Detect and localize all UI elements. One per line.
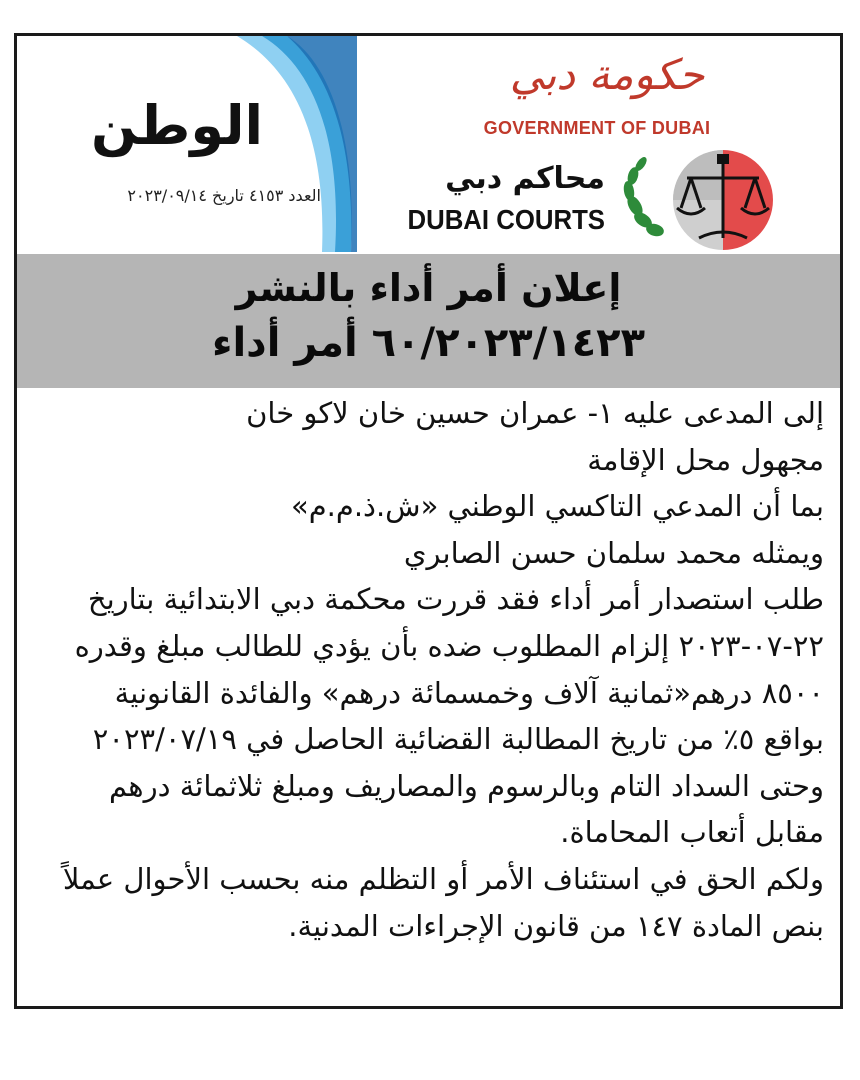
case-number: ٦٠/٢٠٢٣/١٤٢٣ أمر أداء bbox=[212, 320, 645, 366]
dubai-courts-name-ar: محاكم دبي bbox=[445, 161, 605, 196]
dubai-courts-name-en: DUBAI COURTS bbox=[407, 204, 605, 235]
body-line: ويمثله محمد سلمان حسن الصابري bbox=[403, 535, 824, 570]
newspaper-name: الوطن bbox=[90, 94, 264, 157]
notice-header bbox=[17, 36, 840, 252]
body-line: ولكم الحق في استئناف الأمر أو التظلم منه بحسب الأحوال عملاً bbox=[62, 861, 824, 896]
body-line: طلب استصدار أمر أداء فقد قررت محكمة دبي الابتدائية بتاريخ bbox=[87, 582, 824, 617]
body-line: ٢٢-٠٧-٢٠٢٣ إلزام المطلوب ضده بأن يؤدي للطالب مبلغ وقدره bbox=[74, 628, 824, 663]
notice-body bbox=[33, 390, 824, 949]
notice-title-band bbox=[17, 254, 840, 388]
issue-number-date: العدد ٤١٥٣ تاريخ ٢٠٢٣/٠٩/١٤ bbox=[127, 186, 321, 205]
body-line: وحتى السداد التام وبالرسوم والمصاريف ومبلغ ثلاثمائة درهم bbox=[108, 768, 824, 803]
government-of-dubai-logo-ar: حكومة دبي bbox=[509, 50, 705, 99]
body-line: مقابل أتعاب المحاماة. bbox=[560, 815, 824, 850]
body-line: بواقع ٥٪ من تاريخ المطالبة القضائية الحاصل في ٢٠٢٣/٠٧/١٩ bbox=[92, 722, 824, 757]
body-line: إلى المدعى عليه ١- عمران حسين خان لاكو خان bbox=[246, 396, 824, 430]
dubai-courts-scales-icon bbox=[613, 146, 809, 250]
notice-title: إعلان أمر أداء بالنشر bbox=[235, 266, 622, 310]
notice-frame bbox=[14, 33, 843, 1009]
body-line: بنص المادة ١٤٧ من قانون الإجراءات المدنية. bbox=[288, 908, 824, 943]
body-line: مجهول محل الإقامة bbox=[587, 442, 824, 477]
body-line: ٨٥٠٠ درهم«ثمانية آلاف وخمسمائة درهم» والفائدة القانونية bbox=[114, 675, 824, 710]
government-of-dubai-logo-en: GOVERNMENT OF DUBAI bbox=[483, 118, 711, 138]
body-line: بما أن المدعي التاكسي الوطني «ش.ذ.م.م» bbox=[290, 489, 824, 524]
